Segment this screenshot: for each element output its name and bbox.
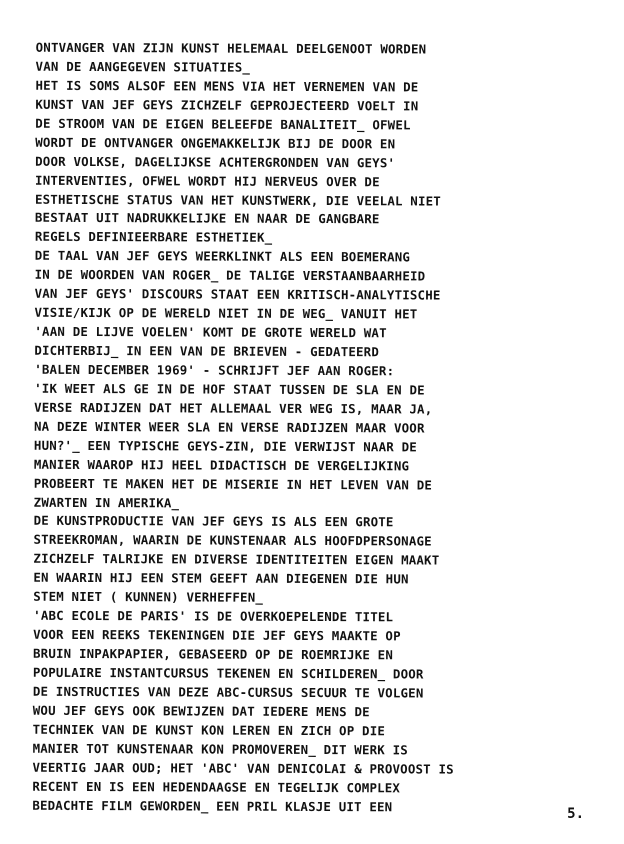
text-line: DE STROOM VAN DE EIGEN BELEEFDE BANALITEIT_ OFWEL [35,115,411,133]
text-line: 'AAN DE LIJVE VOELEN' KOMT DE GROTE WERELD WAT [34,323,387,341]
text-line: DE TAAL VAN JEF GEYS WEERKLINKT ALS EEN BOEMERANG [34,248,411,265]
text-line: VAN DE AANGEGEVEN SITUATIES_ [35,58,251,75]
text-line: WORDT DE ONTVANGER ONGEMAKKELIJK BIJ DE DOOR EN [35,134,396,152]
text-line: REGELS DEFINIEERBARE ESTHETIEK_ [34,229,273,246]
text-line: BEDACHTE FILM GEWORDEN_ EEN PRIL KLASJE UIT EEN [32,797,393,814]
page-number: 5. [567,806,584,822]
text-line: VEERTIG JAAR OUD; HET 'ABC' VAN DENICOLAI & PROVOOST IS [32,759,454,777]
text-line: 'ABC ECOLE DE PARIS' IS DE OVERKOEPELENDE TITEL [33,607,394,625]
text-line: BESTAAT UIT NADRUKKELIJKE EN NAAR DE GANGBARE [34,210,380,227]
text-line: PROBEERT TE MAKEN HET DE MISERIE IN HET LEVEN VAN DE [33,475,433,493]
text-line: MANIER WAAROP HIJ HEEL DIDACTISCH DE VERGELIJKING [33,456,410,474]
text-line: STEM NIET ( KUNNEN) VERHEFFEN_ [33,588,264,605]
text-line: ONTVANGER VAN ZIJN KUNST HELEMAAL DEELGENOOT WORDEN [35,39,427,57]
text-line: DE KUNSTPRODUCTIE VAN JEF GEYS IS ALS EEN GROTE [33,513,394,530]
text-line: MANIER TOT KUNSTENAAR KON PROMOVEREN_ DIT WERK IS [32,740,408,758]
text-line: HUN?'_ EEN TYPISCHE GEYS-ZIN, DIE VERWIJST NAAR DE [33,437,417,455]
text-line: EN WAARIN HIJ EEN STEM GEEFT AAN DIEGENEN DIE HUN [33,570,409,587]
text-line: DOOR VOLKSE, DAGELIJKSE ACHTERGRONDEN VAN GEYS' [35,153,396,170]
text-line: ESTHETISCHE STATUS VAN HET KUNSTWERK, DIE VEELAL NIET [34,191,442,209]
text-line: ZICHZELF TALRIJKE EN DIVERSE IDENTITEITEN EIGEN MAAKT [33,551,440,568]
text-line: VAN JEF GEYS' DISCOURS STAAT EEN KRITISCH-ANALYTISCHE [34,285,441,303]
text-line: TECHNIEK VAN DE KUNST KON LEREN EN ZICH OP DIE [32,721,386,739]
text-line: VISIE/KIJK OP DE WERELD NIET IN DE WEG_ VANUIT HET [34,304,418,322]
handwritten-text-block [32,39,597,818]
text-line: POPULAIRE INSTANTCURSUS TEKENEN EN SCHILDEREN_ DOOR [32,664,424,682]
text-line: BRUIN INPAKPAPIER, GEBASEERD OP DE ROEMRIJKE EN [32,645,394,663]
text-line: RECENT EN IS EEN HEDENDAAGSE EN TEGELIJK COMPLEX [32,778,401,795]
text-line: HET IS SOMS ALSOF EEN MENS VIA HET VERNEMEN VAN DE [35,77,419,95]
text-line: ZWARTEN IN AMERIKA_ [33,494,180,510]
text-line: IN DE WOORDEN VAN ROGER_ DE TALIGE VERSTAANBAARHEID [34,267,426,284]
text-line: INTERVENTIES, OFWEL WORDT HIJ NERVEUS OVER DE [35,172,380,189]
text-line: VERSE RADIJZEN DAT HET ALLEMAAL VER WEG IS, MAAR JA, [34,399,433,417]
text-line: STREEKROMAN, WAARIN DE KUNSTENAAR ALS HOOFDPERSONAGE [33,532,432,549]
text-line: DICHTERBIJ_ IN EEN VAN DE BRIEVEN - GEDATEERD [34,342,380,360]
text-line: NA DEZE WINTER WEER SLA EN VERSE RADIJZEN MAAR VOOR [33,418,425,436]
text-line: WOU JEF GEYS OOK BEWIJZEN DAT IEDERE MENS DE [32,702,370,720]
text-line: KUNST VAN JEF GEYS ZICHZELF GEPROJECTEERD VOELT IN [35,96,419,114]
text-line: VOOR EEN REEKS TEKENINGEN DIE JEF GEYS MAAKTE OP [33,626,401,644]
text-line: DE INSTRUCTIES VAN DEZE ABC-CURSUS SECUUR TE VOLGEN [32,683,424,701]
text-line: 'BALEN DECEMBER 1969' - SCHRIJFT JEF AAN ROGER: [34,361,395,379]
text-line: 'IK WEET ALS GE IN DE HOF STAAT TUSSEN DE SLA EN DE [34,380,425,398]
